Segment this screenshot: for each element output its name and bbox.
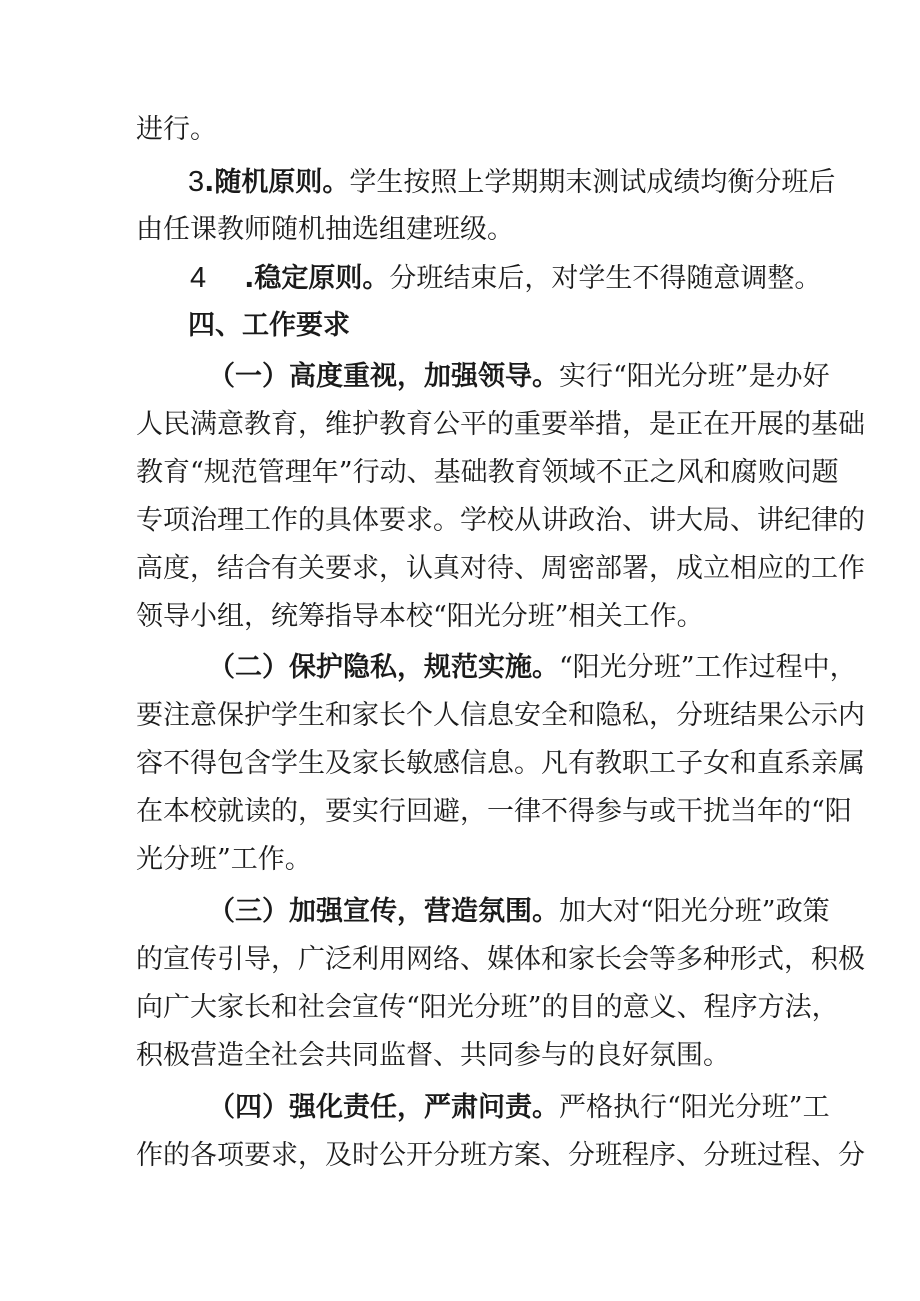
item-4-line: 作的各项要求，及时公开分班方案、分班程序、分班过程、分 (136, 1140, 865, 1171)
principle-3-title: .随机原则。 (204, 167, 350, 198)
principle-3 (188, 164, 835, 200)
item-3-line: 积极营造全社会共同监督、共同参与的良好氛围。 (136, 1040, 730, 1071)
principle-3-text: 学生按照上学期期末测试成绩均衡分班后 (349, 167, 836, 198)
principle-4-number: 4 (190, 262, 207, 294)
item-3-first-line (208, 894, 830, 930)
item-2-title: （二）保护隐私，规范实施。 (208, 652, 559, 683)
item-1-title: （一）高度重视，加强领导。 (208, 361, 559, 392)
principle-4 (190, 260, 821, 296)
principle-4-text: 分班结束后，对学生不得随意调整。 (389, 263, 822, 294)
item-2-line: 容不得包含学生及家长敏感信息。凡有教职工子女和直系亲属 (136, 748, 865, 779)
section-heading: 四、工作要求 (188, 310, 350, 341)
item-4-line: 严格执行“阳光分班”工 (559, 1092, 830, 1123)
item-1-first-line (208, 359, 830, 395)
intro-tail-text: 进行。 (136, 114, 217, 145)
item-2-line: 光分班”工作。 (136, 844, 312, 875)
item-1-line: 高度，结合有关要求，认真对待、周密部署，成立相应的工作 (136, 553, 865, 584)
item-1-line: 实行“阳光分班”是办好 (559, 361, 830, 392)
item-3-line: 加大对“阳光分班”政策 (559, 896, 830, 927)
item-2-first-line (208, 650, 857, 686)
item-4-title: （四）强化责任，严肃问责。 (208, 1092, 559, 1123)
item-3-title: （三）加强宣传，营造氛围。 (208, 896, 559, 927)
principle-3-text-cont: 由任课教师随机抽选组建班级。 (136, 214, 514, 245)
principle-4-title: .稳定原则。 (244, 263, 390, 294)
principle-3-number: 3 (188, 166, 205, 198)
item-1-line: 专项治理工作的具体要求。学校从讲政治、讲大局、讲纪律的 (136, 505, 865, 536)
item-1-line: 领导小组，统筹指导本校“阳光分班”相关工作。 (136, 601, 704, 632)
item-3-line: 的宣传引导，广泛利用网络、媒体和家长会等多种形式，积极 (136, 944, 865, 975)
item-2-line: 在本校就读的，要实行回避，一律不得参与或干扰当年的“阳 (136, 796, 852, 827)
item-2-line: 要注意保护学生和家长个人信息安全和隐私，分班结果公示内 (136, 700, 865, 731)
item-1-line: 人民满意教育，维护教育公平的重要举措，是正在开展的基础 (136, 409, 865, 440)
item-1-line: 教育“规范管理年”行动、基础教育领域不正之风和腐败问题 (136, 457, 839, 488)
item-4-first-line (208, 1090, 830, 1126)
item-2-line: “阳光分班”工作过程中， (559, 652, 857, 683)
item-3-line: 向广大家长和社会宣传“阳光分班”的目的意义、程序方法， (136, 992, 839, 1023)
